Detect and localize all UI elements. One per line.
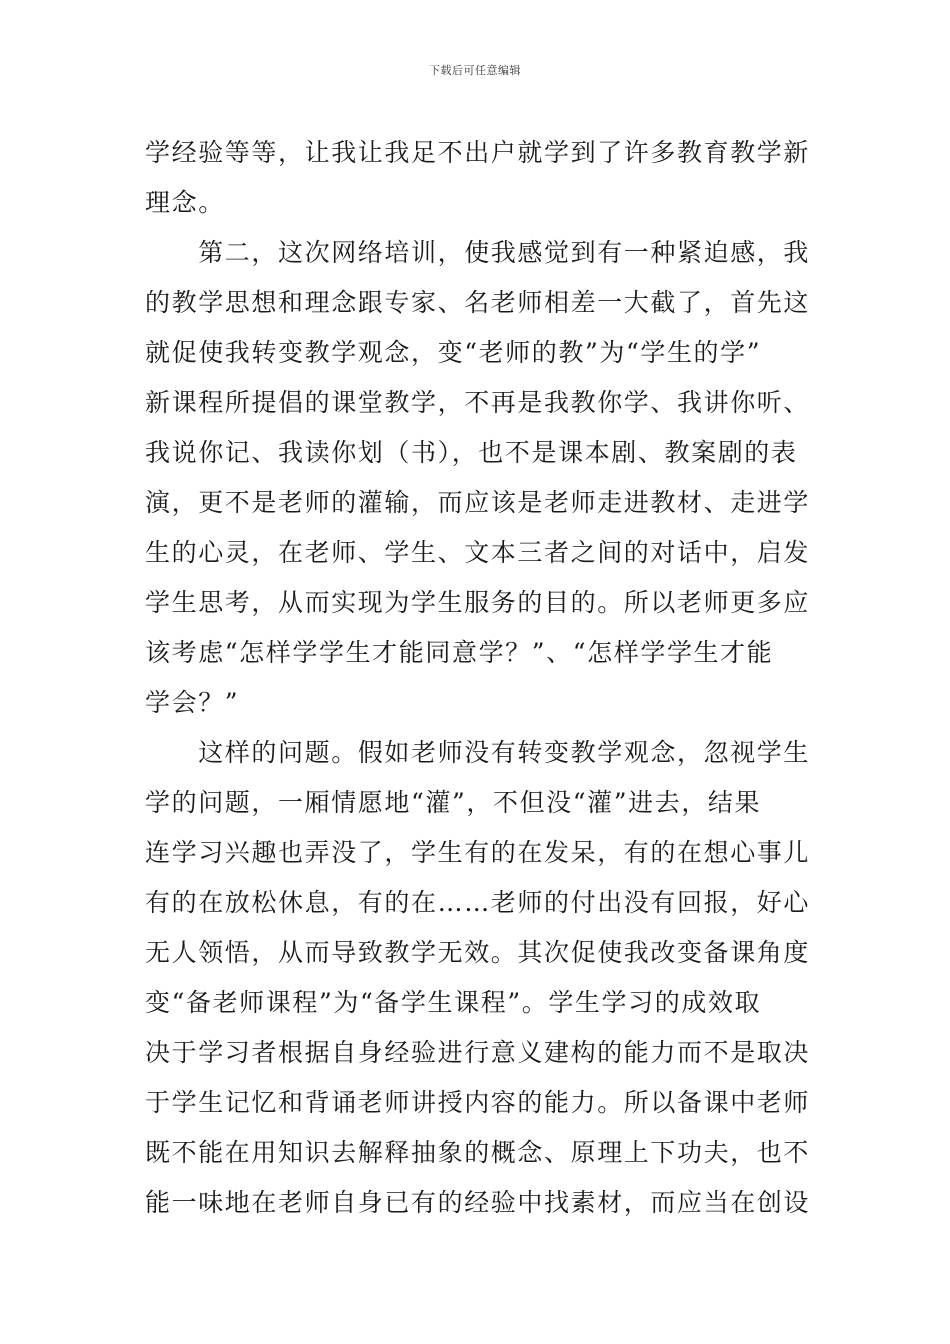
text-line: 生的心灵，在老师、学生、文本三者之间的对话中，启发 (145, 538, 811, 567)
text-line: 变“备老师课程”为“备学生课程”。学生学习的成效取 (145, 988, 762, 1017)
text-line: 就促使我转变教学观念，变“老师的教”为“学生的学” (145, 338, 762, 367)
text-line: 既不能在用知识去解释抽象的概念、原理上下功夫，也不 (145, 1138, 811, 1167)
text-line: 学的问题，一厢情愿地“灌”，不但没“灌”进去，结果 (145, 788, 762, 817)
page-header: 下载后可任意编辑 (429, 64, 521, 77)
text-line: 学会？” (145, 688, 240, 717)
text-line: 决于学习者根据自身经验进行意义建构的能力而不是取决 (145, 1038, 811, 1067)
text-line: 连学习兴趣也弄没了，学生有的在发呆，有的在想心事儿 (145, 838, 811, 867)
text-line: 这样的问题。假如老师没有转变教学观念，忽视学生 (145, 738, 811, 767)
text-line: 的教学思想和理念跟专家、名老师相差一大截了，首先这 (145, 288, 811, 317)
text-line: 于学生记忆和背诵老师讲授内容的能力。所以备课中老师 (145, 1088, 811, 1117)
text-line: 无人领悟，从而导致教学无效。其次促使我改变备课角度 (145, 938, 811, 967)
text-line: 第二，这次网络培训，使我感觉到有一种紧迫感，我 (145, 238, 811, 267)
text-line: 该考虑“怎样学学生才能同意学？”、“怎样学学生才能 (145, 638, 774, 667)
text-line: 新课程所提倡的课堂教学，不再是我教你学、我讲你听、 (145, 388, 811, 417)
text-line: 演，更不是老师的灌输，而应该是老师走进教材、走进学 (145, 488, 811, 517)
text-line: 学生思考，从而实现为学生服务的目的。所以老师更多应 (145, 588, 811, 617)
text-line: 有的在放松休息，有的在……老师的付出没有回报，好心 (145, 888, 811, 917)
text-line: 我说你记、我读你划（书），也不是课本剧、教案剧的表 (145, 438, 798, 467)
text-line: 理念。 (145, 188, 225, 217)
text-line: 学经验等等，让我让我足不出户就学到了许多教育教学新 (145, 138, 811, 167)
text-line: 能一味地在老师自身已有的经验中找素材，而应当在创设 (145, 1188, 811, 1217)
